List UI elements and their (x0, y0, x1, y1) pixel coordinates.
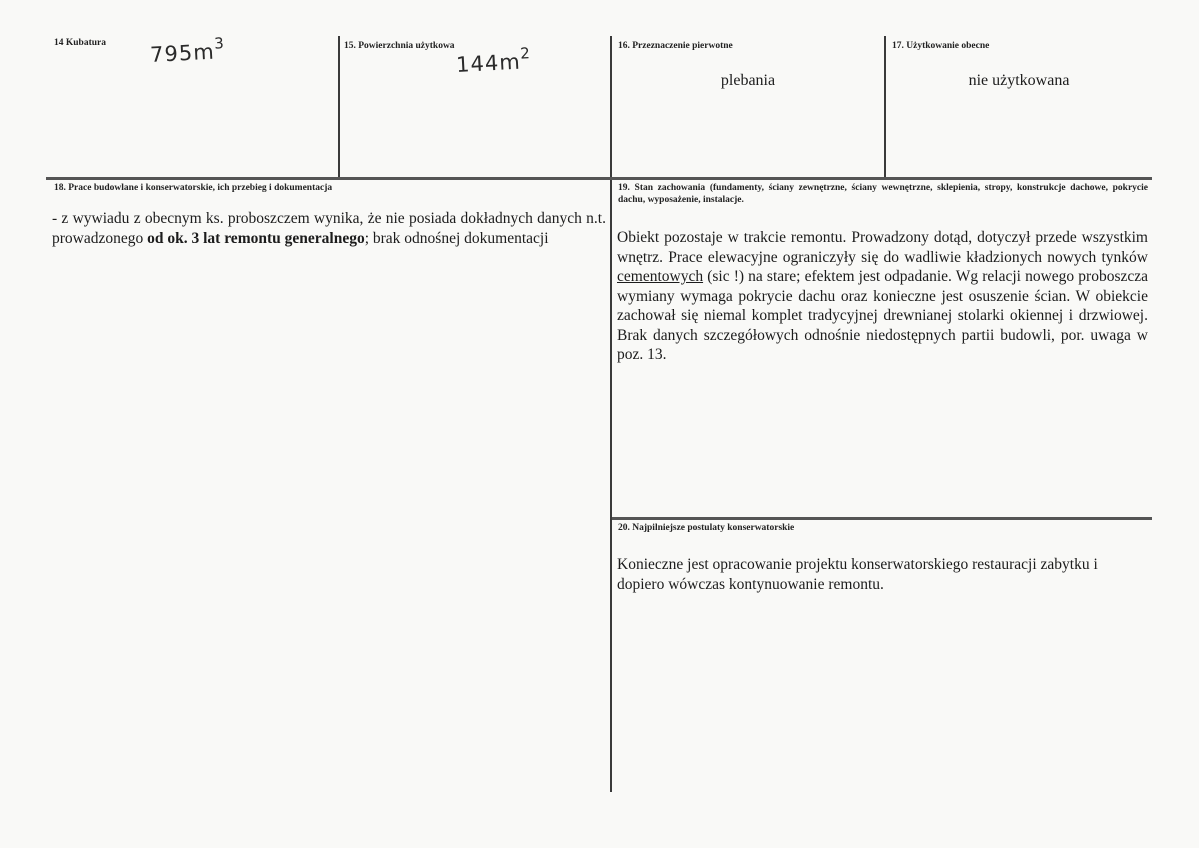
field-16-label: 16. Przeznaczenie pierwotne (618, 41, 733, 51)
field-19-text-underlined: cementowych (617, 268, 704, 285)
divider-v-16-17 (884, 36, 886, 178)
field-14-label: 14 Kubatura (54, 38, 106, 48)
field-19-text-part2: (sic !) na stare; efektem jest odpadanie. Wg relacji nowego proboszcza wymiany wymaga pokrycie dachu oraz konieczne jest osuszenie ścian. W obiekcie zachował się niemal komplet tradycyjnej drewnianej stolarki okiennej i drzwiowej. Brak danych szczegółowych odnośnie niedostępnych partii budowli, por. uwaga w poz. 13. (617, 268, 1148, 363)
divider-h-19-20 (612, 517, 1152, 520)
field-15-unit-exponent: 2 (519, 44, 532, 63)
field-15-unit: m (498, 49, 522, 75)
field-16-value: plebania (720, 72, 776, 89)
field-19-text-part1: Obiekt pozostaje w trakcie remontu. Prowadzony dotąd, dotyczył przede wszystkim wnętrz. Prace elewacyjne ograniczyły się do wadliwie kładzionych nowych tynków (617, 229, 1148, 266)
field-19-label: 19. Stan zachowania (fundamenty, ściany zewnętrzne, ściany wewnętrzne, sklepienia, stropy, konstrukcje dachowe, pokrycie dachu, wyposażenie, instalacje. (618, 183, 1148, 205)
field-17-value: nie użytkowana (968, 72, 1070, 89)
field-14-unit-exponent: 3 (213, 34, 226, 53)
field-14-number: 795 (149, 40, 194, 67)
divider-h-row1 (46, 177, 1152, 180)
field-15-number: 144 (455, 50, 500, 77)
divider-v-14-15 (338, 36, 340, 178)
field-18-text-part1: - z wywiadu z obecnym ks. proboszczem wynika, że nie posiada dokładnych danych n.t. prowadzonego (52, 210, 606, 247)
field-18-label: 18. Prace budowlane i konserwatorskie, ich przebieg i dokumentacja (54, 183, 333, 193)
field-15-label: 15. Powierzchnia użytkowa (344, 41, 455, 51)
field-14-unit: m (192, 39, 216, 65)
field-20-label: 20. Najpilniejsze postulaty konserwatorskie (618, 523, 795, 533)
field-14-handwritten-value (149, 34, 226, 67)
field-18-text-part2: ; brak odnośnej dokumentacji (364, 229, 549, 247)
field-17-label: 17. Użytkowanie obecne (892, 41, 990, 51)
field-19-text (617, 228, 1148, 365)
field-18-text-bold: od ok. 3 lat remontu generalnego (147, 229, 365, 247)
field-15-handwritten-value (455, 44, 532, 77)
divider-v-main (610, 36, 612, 792)
field-20-text: Konieczne jest opracowanie projektu konserwatorskiego restauracji zabytku i dopiero wówczas kontynuowanie remontu. (617, 556, 1098, 593)
field-18-text (52, 209, 606, 248)
